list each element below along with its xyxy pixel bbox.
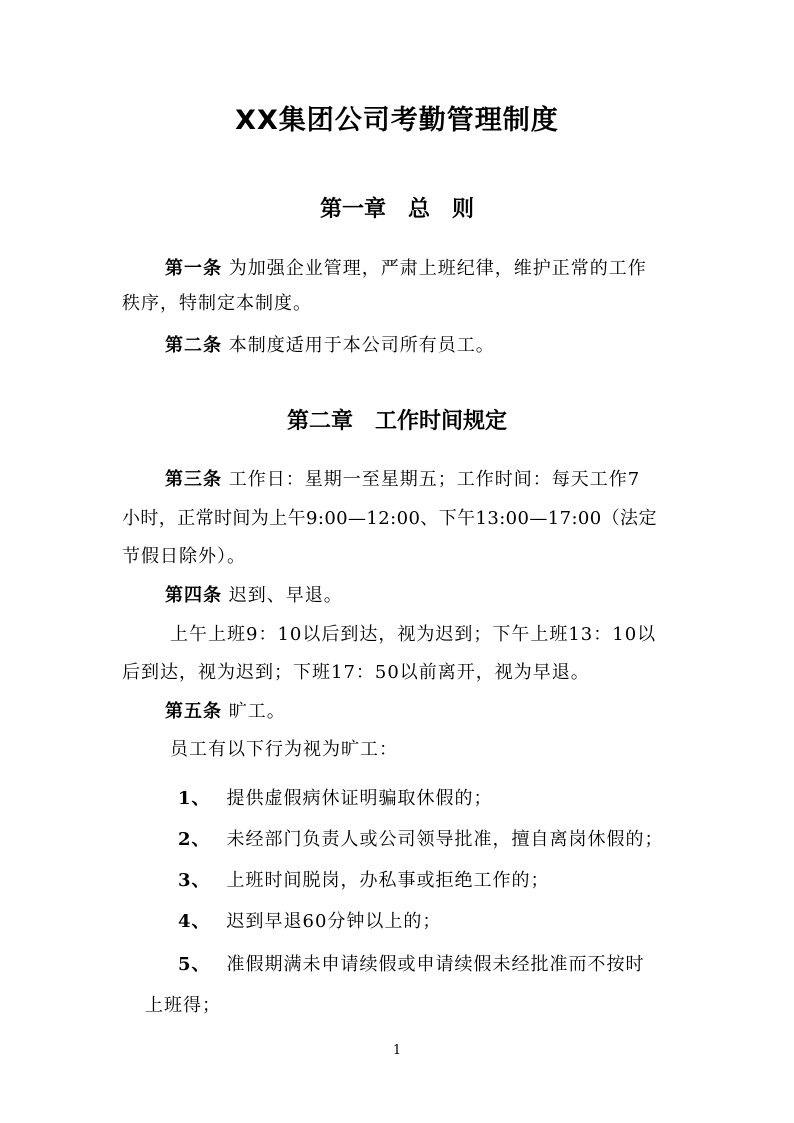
document-title: XX集团公司考勤管理制度: [235, 105, 559, 136]
article-4-label: 第四条: [165, 585, 222, 606]
list-item-number: 3、: [178, 870, 211, 891]
list-item-text: 准假期满未申请续假或申请续假未经批准而不按时: [226, 954, 645, 975]
list-item-number: 5、: [178, 954, 211, 975]
list-item-1: [178, 787, 493, 811]
list-item-5: [178, 953, 645, 977]
article-1-label: 第一条: [165, 258, 222, 279]
article-2-text: 本制度适用于本公司所有员工。: [222, 335, 495, 356]
article-4-detail-line-2: 后到达，视为迟到；下班17：50以前离开，视为早退。: [122, 662, 590, 683]
article-4-detail-line-1: 上午上班9：10以后到达，视为迟到；下午上班13：10以: [170, 624, 657, 645]
article-2-line: [165, 334, 495, 358]
article-2-label: 第二条: [165, 335, 222, 356]
article-1-text: 为加强企业管理，严肃上班纪律，维护正常的工作: [222, 258, 647, 279]
list-item-4: [178, 910, 441, 934]
article-4-text: 迟到、早退。: [222, 585, 343, 606]
page-number: 1: [392, 1043, 402, 1058]
article-4-line: [165, 584, 343, 608]
list-item-text: 迟到早退60分钟以上的；: [226, 911, 442, 932]
list-item-5-continuation: 上班得；: [145, 995, 221, 1016]
article-5-intro: 员工有以下行为视为旷工：: [170, 739, 398, 760]
chapter-1-heading: 第一章 总 则: [319, 197, 474, 222]
article-5-line: [165, 700, 286, 724]
article-5-label: 第五条: [165, 701, 222, 722]
article-5-text: 旷工。: [222, 701, 286, 722]
article-1-line-1: [165, 257, 647, 281]
article-3-line-2: 小时，正常时间为上午9:00—12:00、下午13:00—17:00（法定: [122, 508, 657, 529]
article-3-label: 第三条: [165, 469, 222, 490]
list-item-number: 4、: [178, 911, 211, 932]
article-3-line-3: 节假日除外）。: [122, 546, 246, 567]
list-item-text: 未经部门负责人或公司领导批准，擅自离岗休假的；: [226, 829, 664, 850]
list-item-text: 上班时间脱岗，办私事或拒绝工作的；: [226, 870, 550, 891]
list-item-number: 2、: [178, 829, 211, 850]
article-1-line-2: 秩序，特制定本制度。: [122, 293, 312, 314]
list-item-text: 提供虚假病休证明骗取休假的；: [226, 788, 493, 809]
list-item-3: [178, 869, 550, 893]
article-3-text: 工作日：星期一至星期五；工作时间：每天工作7: [222, 469, 641, 490]
article-3-line-1: [165, 468, 640, 492]
chapter-2-heading: 第二章 工作时间规定: [286, 409, 507, 434]
list-item-2: [178, 828, 664, 852]
list-item-number: 1、: [178, 788, 211, 809]
